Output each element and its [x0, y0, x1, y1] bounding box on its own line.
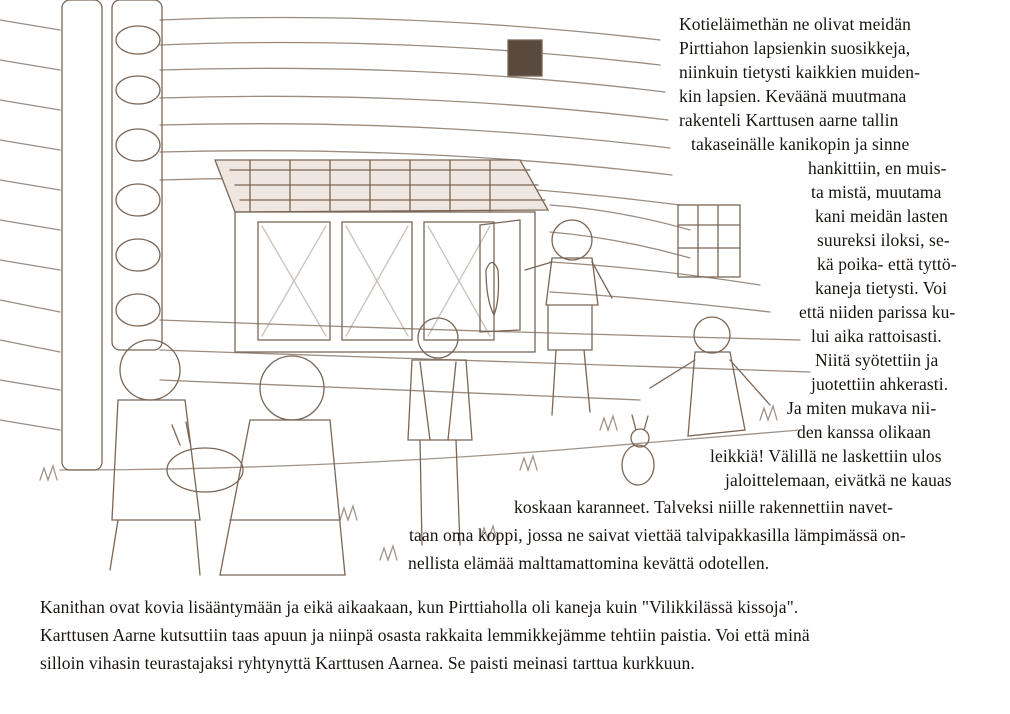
bottom-line-2: Karttusen Aarne kutsuttiin taas apuun ja niinpä osasta rakkaita lemmikkejämme tehtiin paistia. Voi että minä	[40, 625, 810, 645]
story-line-22: taan oma koppi, jossa ne saivat viettää talvipakkasilla lämpimässä on-	[409, 525, 906, 545]
story-line-13: että niiden parissa ku-	[799, 302, 956, 322]
story-line-5: rakenteli Karttusen aarne tallin	[679, 110, 899, 130]
side-window	[678, 205, 740, 277]
story-line-20: jaloittelemaan, eivätkä ne kauas	[725, 470, 952, 490]
story-line-16: juotettiin ahkerasti.	[811, 374, 949, 394]
story-line-1: Kotieläimethän ne olivat meidän	[679, 14, 911, 34]
story-line-4: kin lapsien. Keväänä muutmana	[679, 86, 907, 106]
rabbit-hutch	[215, 160, 548, 352]
bottom-line-3: silloin vihasin teurastajaksi ryhtynyttä Karttusen Aarnea. Se paisti meinasi tarttua kurkkuun.	[40, 653, 695, 673]
story-line-7: hankittiin, en muis-	[808, 158, 947, 178]
story-line-9: kani meidän lasten	[815, 206, 949, 226]
bottom-line-1: Kanithan ovat kovia lisääntymään ja eikä aikaakaan, kun Pirttiaholla oli kaneja kuin "Vilikkilässä kissoja".	[40, 597, 799, 617]
story-line-6: takaseinälle kanikopin ja sinne	[691, 134, 910, 154]
story-line-23: nellista elämää malttamattomina kevättä odotellen.	[408, 553, 770, 573]
story-line-15: Niitä syötettiin ja	[815, 350, 939, 370]
children-hugging-rabbit	[110, 340, 345, 575]
story-line-18: den kanssa olikaan	[797, 422, 931, 442]
story-line-17: Ja miten mukava nii-	[787, 398, 937, 418]
story-line-2: Pirttiahon lapsienkin suosikkeja,	[679, 38, 911, 58]
story-line-21: koskaan karanneet. Talveksi niille rakennettiin navet-	[514, 497, 893, 517]
story-line-3: niinkuin tietysti kaikkien muiden-	[679, 62, 921, 82]
story-line-14: lui aika rattoisasti.	[811, 326, 942, 346]
upper-window	[508, 40, 542, 76]
girl-kneeling	[650, 317, 770, 436]
story-line-19: leikkiä! Välillä ne laskettiin ulos	[710, 446, 942, 466]
rabbit	[622, 415, 654, 485]
story-line-8: ta mistä, muutama	[811, 182, 942, 202]
story-line-11: kä poika- että tyttö-	[817, 254, 957, 274]
boy-at-hutch	[525, 220, 612, 415]
story-line-10: suureksi iloksi, se-	[817, 230, 950, 250]
story-line-12: kaneja tietysti. Voi	[815, 278, 948, 298]
